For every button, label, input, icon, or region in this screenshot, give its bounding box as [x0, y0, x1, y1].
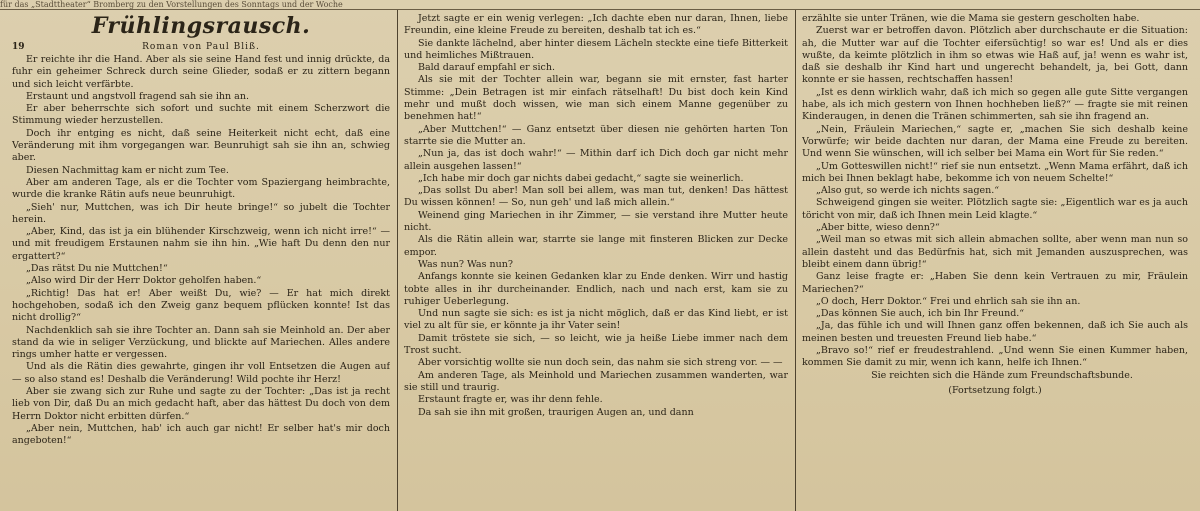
- paragraph: „Um Gotteswillen nicht!“ rief sie nun entsetzt. „Wenn Mama erfährt, daß ich mich bei Ihnen beklagt habe, bekomme ich von neuem Schelte!“: [802, 160, 1188, 184]
- paragraph: erzählte sie unter Tränen, wie die Mama sie gestern gescholten habe.: [802, 13, 1140, 24]
- paragraph: „Ich habe mir doch gar nichts dabei gedacht,“ sagte sie weinerlich.: [418, 172, 744, 184]
- paragraph: Sie reichten sich die Hände zum Freundschaftsbunde.: [871, 369, 1133, 381]
- paragraph: „Das können Sie auch, ich bin Ihr Freund.“: [816, 308, 1025, 320]
- column-2-body: [404, 13, 788, 419]
- paragraph: „Richtig! Das hat er! Aber weißt Du, wie? — Er hat mich direkt hochgehoben, sodaß ich den Zweig ganz bequem pflücken konnte! Ist das nicht drollig?“: [12, 287, 390, 324]
- paragraph: „Also wird Dir der Herr Doktor geholfen haben.“: [26, 275, 262, 287]
- paragraph: „Aber Muttchen!“ — Ganz entsetzt über diesen nie gehörten harten Ton starrte sie die Mutter an.: [404, 123, 788, 147]
- paragraph: Da sah sie ihn mit großen, traurigen Augen an, und dann: [418, 406, 694, 418]
- paragraph: „Ist es denn wirklich wahr, daß ich mich so gegen alle gute Sitte vergangen habe, als ich mich gestern von Ihnen hochheben ließ?“ — fragte sie mit reinen Kinderaugen, in denen die Tränen schimmerten, sah sie ihn fragend an.: [802, 86, 1188, 123]
- paragraph: Am anderen Tage, als Meinhold und Mariechen zusammen wanderten, war sie still und traurig.: [404, 369, 788, 393]
- column-2: [404, 13, 788, 509]
- column-1-body: [12, 54, 390, 448]
- paragraph: Schweigend gingen sie weiter. Plötzlich sagte sie: „Eigentlich war es ja auch töricht von mir, daß ich Ihnen mein Leid klagte.“: [802, 197, 1188, 221]
- paragraph: Doch ihr entging es nicht, daß seine Heiterkeit nicht echt, daß eine Veränderung mit ihm vorgegangen war. Beunruhigt sah sie ihn an, schwieg aber.: [12, 127, 390, 164]
- paragraph: Und als die Rätin dies gewahrte, gingen ihr voll Entsetzen die Augen auf — so also stand es! Deshalb die Veränderung! Wild pochte ihr Herz!: [12, 361, 390, 385]
- paragraph: „Nein, Fräulein Mariechen,“ sagte er, „machen Sie sich deshalb keine Vorwürfe; wir beide dachten nur daran, der Mama eine Freude zu bereiten. Und wenn Sie wünschen, will ich selber bei Mama ein Wort für Sie reden.“: [802, 123, 1188, 160]
- paragraph: Weinend ging Mariechen in ihr Zimmer, — sie verstand ihre Mutter heute nicht.: [404, 209, 788, 234]
- paragraph: Anfangs konnte sie keinen Gedanken klar zu Ende denken. Wirr und hastig tobte alles in ihr durcheinander. Endlich, nach und nach erst, kam sie zu ruhiger Ueberlegung.: [404, 271, 788, 307]
- story-title: Frühlingsrausch.: [91, 13, 311, 39]
- column-rule-1: [397, 10, 398, 511]
- paragraph: „Aber bitte, wieso denn?“: [816, 222, 940, 234]
- continued-note: (Fortsetzung folgt.): [948, 384, 1042, 396]
- paragraph: Aber sie zwang sich zur Ruhe und sagte zu der Tochter: „Das ist ja recht lieb von Dir, daß Du an mich gedacht haft, aber das hättest Du doch von dem Herrn Doktor nicht erbitten dürfen.“: [12, 386, 390, 422]
- paragraph: „Ja, das fühle ich und will Ihnen ganz offen bekennen, daß ich Sie auch als meinen besten und treuesten Freund lieb habe.“: [802, 320, 1188, 344]
- paragraph: Als sie mit der Tochter allein war, begann sie mit ernster, fast harter Stimme: „Dein Betragen ist mir einfach rätselhaft! Du bist doch kein Kind mehr und mußt doch wissen, wie man sich einem Manne gegenüber zu benehmen hat!“: [404, 74, 788, 123]
- column-rule-2: [795, 10, 796, 511]
- paragraph: „Das sollst Du aber! Man soll bei allem, was man tut, denken! Das hättest Du wissen können! — So, nun geh' und laß mich allein.“: [404, 185, 788, 209]
- paragraph: Jetzt sagte er ein wenig verlegen: „Ich dachte eben nur daran, Ihnen, liebe Freundin, eine kleine Freude zu bereiten, deshalb tat ich es.“: [404, 13, 788, 37]
- paragraph: Damit tröstete sie sich, — so leicht, wie ja heiße Liebe immer nach dem Trost sucht.: [404, 332, 788, 357]
- paragraph: „Das rätst Du nie Muttchen!“: [26, 263, 168, 275]
- paragraph: Aber vorsichtig wollte sie nun doch sein, das nahm sie sich streng vor. — —: [418, 357, 783, 369]
- column-3: [802, 13, 1188, 509]
- paragraph: Er aber beherrschte sich sofort und suchte mit einem Scherzwort die Stimmung wieder herzustellen.: [12, 103, 390, 127]
- paragraph: Aber am anderen Tage, als er die Tochter vom Spaziergang heimbrachte, wurde die kranke Rätin aufs neue beunruhigt.: [12, 176, 390, 201]
- paragraph: Bald darauf empfahl er sich.: [418, 62, 556, 74]
- paragraph: Erstaunt und angstvoll fragend sah sie ihn an.: [26, 90, 249, 102]
- header-strip: für das „Stadttheater“ Bromberg zu den Vorstellungen des Sonntags und der Woche: [0, 0, 1200, 10]
- paragraph: „Aber, Kind, das ist ja ein blühender Kirschzweig, wenn ich nicht irre!“ — und mit freudigem Erstaunen nahm sie ihn hin. „Wie haft Du denn den nur ergattert?“: [12, 226, 390, 262]
- paragraph: Sie dankte lächelnd, aber hinter diesem Lächeln steckte eine tiefe Bitterkeit und heimliches Mißtrauen.: [404, 37, 788, 61]
- column-3-body: [802, 13, 1188, 382]
- paragraph: Was nun? Was nun?: [418, 258, 513, 270]
- byline: Roman von Paul Bliß.: [142, 42, 260, 52]
- paragraph: „Nun ja, das ist doch wahr!“ — Mithin darf ich Dich doch gar nicht mehr allein ausgehen lassen!“: [404, 148, 788, 172]
- column-1: [12, 13, 390, 509]
- paragraph: Nachdenklich sah sie ihre Tochter an. Dann sah sie Meinhold an. Der aber stand da wie in seliger Verzückung, und blickte auf Mariechen. Alles andere rings umher hatte er vergessen.: [12, 324, 390, 361]
- paragraph: „Also gut, so werde ich nichts sagen.“: [816, 185, 1000, 197]
- paragraph: „Sieh' nur, Muttchen, was ich Dir heute bringe!“ so jubelt die Tochter herein.: [12, 201, 390, 225]
- paragraph: Diesen Nachmittag kam er nicht zum Tee.: [26, 164, 229, 176]
- paragraph: Als die Rätin allein war, starrte sie lange mit finsteren Blicken zur Decke empor.: [404, 234, 788, 258]
- paragraph: Ganz leise fragte er: „Haben Sie denn kein Vertrauen zu mir, Fräulein Mariechen?“: [802, 271, 1188, 295]
- paragraph: Zuerst war er betroffen davon. Plötzlich aber durchschaute er die Situation: ah, die Mutter war auf die Tochter eifersüchtig! so war es! Und als er dies wußte, da keimte plötzlich in ihm so etwas wie Haß auf, ja! wenn es wahr ist, daß sie deshalb ihr Kind hart und ungerecht behandelt, ja, bei Gott, dann konnte er sie hassen, rechtschaffen hassen!: [802, 25, 1188, 86]
- paragraph: „Bravo so!“ rief er freudestrahlend. „Und wenn Sie einen Kummer haben, kommen Sie damit zu mir, wenn ich kann, helfe ich Ihnen.“: [802, 345, 1188, 369]
- paragraph: Er reichte ihr die Hand. Aber als sie seine Hand fest und innig drückte, da fuhr ein geheimer Schreck durch seine Glieder, sodaß er zu zittern begann und sich leicht verfärbte.: [12, 54, 390, 90]
- paragraph: „Aber nein, Muttchen, hab' ich auch gar nicht! Er selber hat's mir doch angeboten!“: [12, 422, 390, 447]
- paragraph: Und nun sagte sie sich: es ist ja nicht möglich, daß er das Kind liebt, er ist viel zu alt für sie, er könnte ja ihr Vater sein!: [404, 308, 788, 332]
- paragraph: Erstaunt fragte er, was ihr denn fehle.: [418, 394, 603, 406]
- installment-number: 19: [12, 42, 25, 52]
- paragraph: „O doch, Herr Doktor.“ Frei und ehrlich sah sie ihn an.: [816, 295, 1081, 307]
- paragraph: „Weil man so etwas mit sich allein abmachen sollte, aber wenn man nun so allein dasteht und das Bedürfnis hat, sich mit Jemanden auszusprechen, was bleibt einem dann übrig!“: [802, 234, 1188, 270]
- story-meta: [12, 41, 390, 54]
